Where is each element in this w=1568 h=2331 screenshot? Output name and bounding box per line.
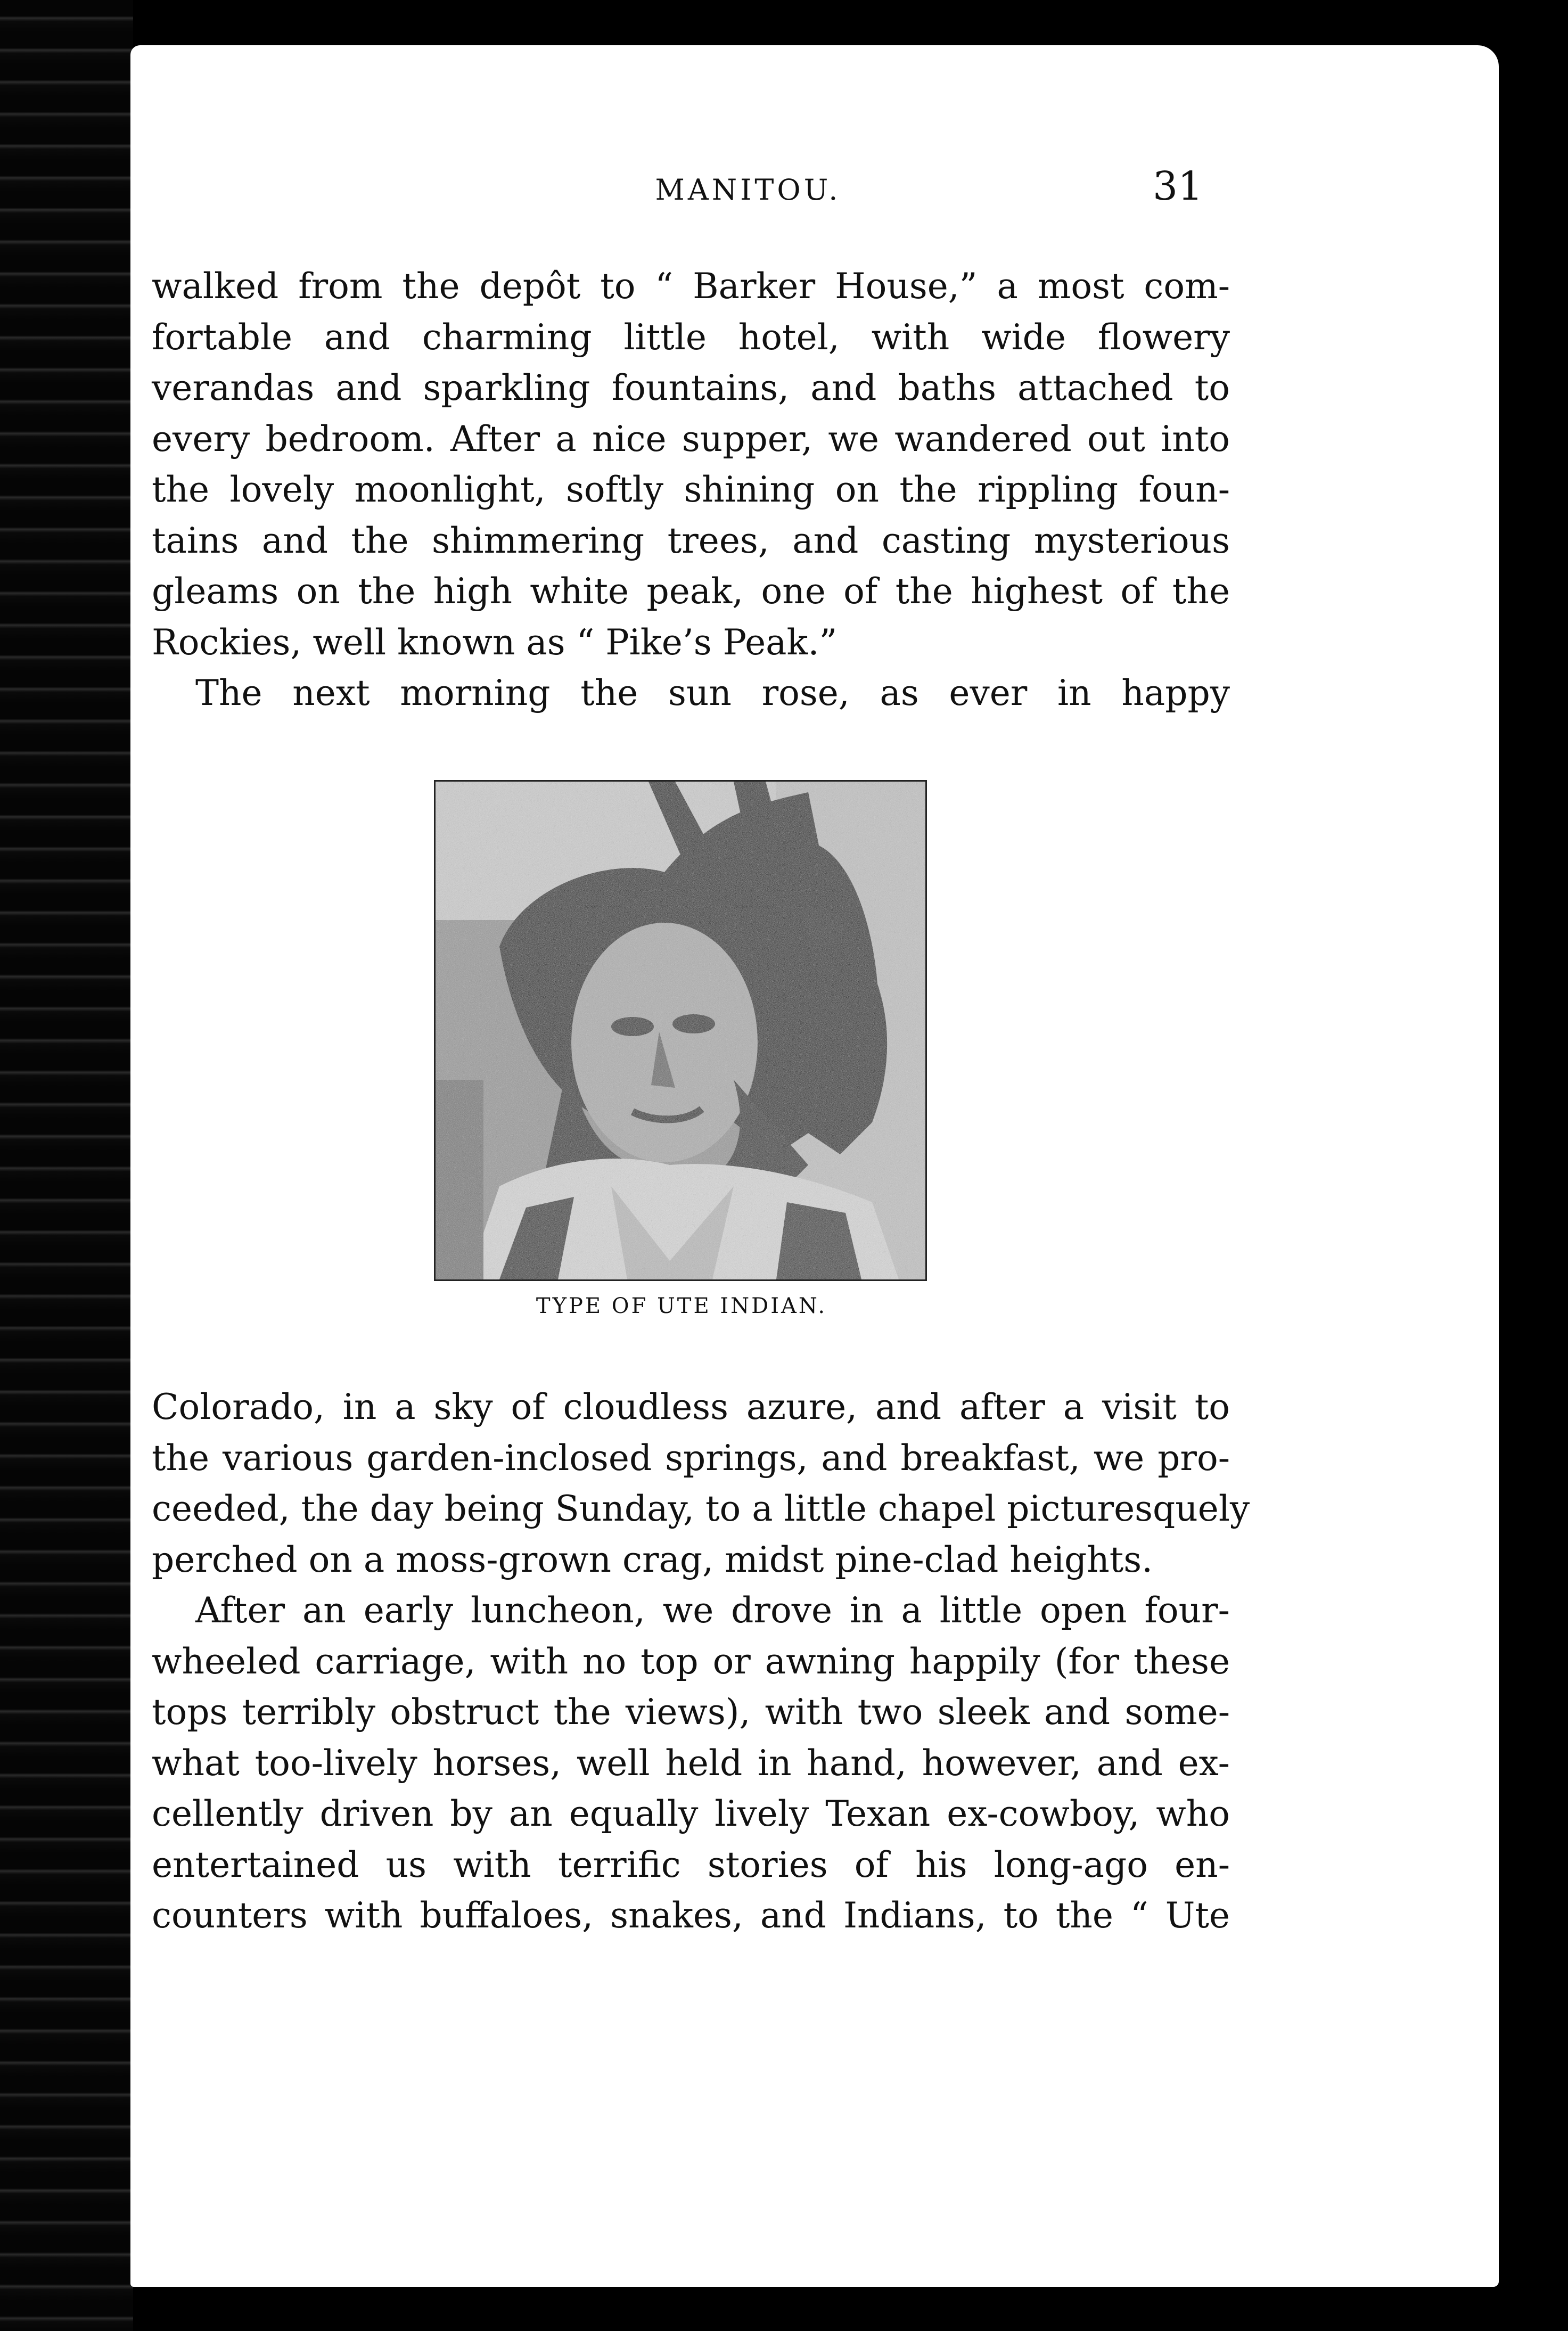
portrait-image	[436, 782, 925, 1279]
text-line: ceeded, the day being Sunday, to a little chapel picturesquely	[152, 1488, 1250, 1529]
text-block-bottom	[152, 1382, 1250, 1941]
running-head: MANITOU.	[655, 173, 841, 207]
book-page	[130, 45, 1499, 2287]
page-header	[130, 163, 1499, 248]
text-line: verandas and sparkling fountains, and baths attached to	[152, 367, 1230, 408]
text-line: the various garden-inclosed springs, and breakfast, we pro-	[152, 1437, 1230, 1479]
text-line: cellently driven by an equally lively Texan ex-cowboy, who	[152, 1793, 1230, 1834]
text-line: The next morning the sun rose, as ever in happy	[195, 672, 1230, 713]
text-line: tops terribly obstruct the views), with two sleek and some-	[152, 1692, 1230, 1733]
text-line: every bedroom. After a nice supper, we wandered out into	[152, 418, 1230, 459]
text-line: Rockies, well known as “ Pike’s Peak.”	[152, 621, 838, 663]
text-line: the lovely moonlight, softly shining on the rippling foun-	[152, 469, 1230, 510]
text-line: walked from the depôt to “ Barker House,” a most com-	[152, 266, 1230, 307]
text-line: tains and the shimmering trees, and casting mysterious	[152, 520, 1230, 561]
page-number: 31	[1153, 163, 1203, 209]
text-line: Colorado, in a sky of cloudless azure, and after a visit to	[152, 1386, 1230, 1427]
book-spine-edge	[0, 0, 133, 2331]
text-line: what too-lively horses, well held in hand, however, and ex-	[152, 1742, 1230, 1784]
text-line: counters with buffaloes, snakes, and Indians, to the “ Ute	[152, 1895, 1230, 1936]
text-line: wheeled carriage, with no top or awning happily (for these	[152, 1640, 1230, 1682]
text-line: entertained us with terrific stories of his long-ago en-	[152, 1844, 1230, 1885]
figure-caption: TYPE OF UTE INDIAN.	[536, 1294, 827, 1318]
text-line: fortable and charming little hotel, with wide flowery	[152, 316, 1230, 358]
ute-portrait-illustration	[434, 780, 927, 1281]
text-line: gleams on the high white peak, one of the highest of the	[152, 571, 1230, 612]
text-block-top	[152, 261, 1230, 719]
text-line: perched on a moss-grown crag, midst pine-clad heights.	[152, 1539, 1153, 1580]
text-line: After an early luncheon, we drove in a little open four-	[195, 1590, 1230, 1631]
